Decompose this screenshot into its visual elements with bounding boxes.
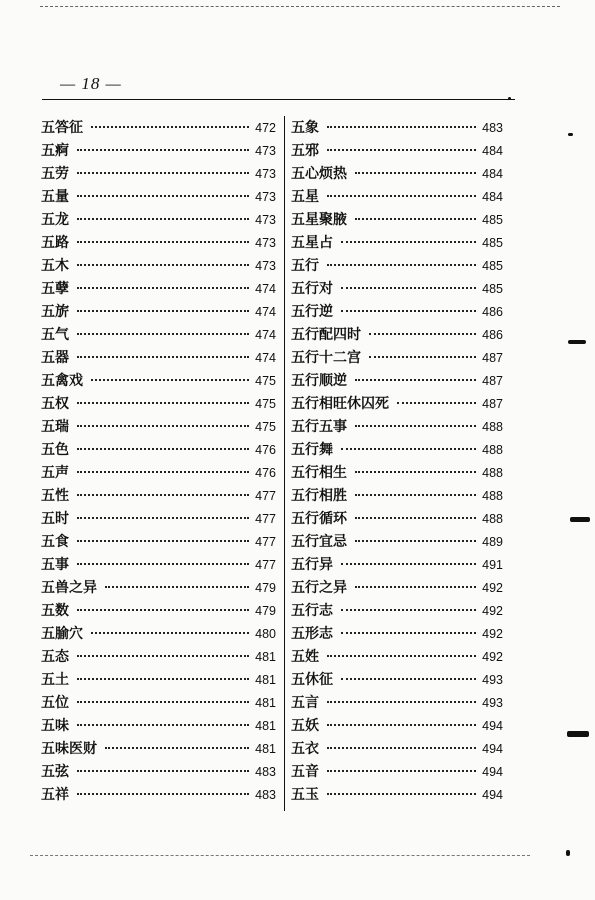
index-page-number: 489 xyxy=(482,535,503,549)
dot-leader xyxy=(355,425,476,427)
dot-leader xyxy=(355,379,476,381)
index-term: 五姓 xyxy=(291,649,319,665)
index-entry xyxy=(291,324,503,347)
index-entry xyxy=(41,692,276,715)
dot-leader xyxy=(77,241,249,243)
index-term: 五权 xyxy=(41,396,69,412)
index-page-number: 485 xyxy=(482,213,503,227)
index-entry xyxy=(291,761,503,784)
index-term: 五量 xyxy=(41,189,69,205)
index-term: 五土 xyxy=(41,672,69,688)
index-term: 五星聚腋 xyxy=(291,212,347,228)
index-page-number: 488 xyxy=(482,443,503,457)
dot-leader xyxy=(341,310,476,312)
index-term: 五行宜忌 xyxy=(291,534,347,550)
index-page-number: 473 xyxy=(255,167,276,181)
index-term: 五衣 xyxy=(291,741,319,757)
index-term: 五行 xyxy=(291,258,319,274)
index-term: 五瑞 xyxy=(41,419,69,435)
index-page-number: 494 xyxy=(482,719,503,733)
index-term: 五行舞 xyxy=(291,442,333,458)
dot-leader xyxy=(105,586,249,588)
index-page-number: 479 xyxy=(255,581,276,595)
index-page-number: 481 xyxy=(255,696,276,710)
header-rule xyxy=(42,99,515,100)
dot-leader xyxy=(77,701,249,703)
index-term: 五心烦热 xyxy=(291,166,347,182)
index-entry xyxy=(41,600,276,623)
index-page-number: 486 xyxy=(482,328,503,342)
index-page-number: 485 xyxy=(482,259,503,273)
index-term: 五弦 xyxy=(41,764,69,780)
index-entry xyxy=(291,163,503,186)
index-term: 五星占 xyxy=(291,235,333,251)
index-entry xyxy=(291,531,503,554)
index-term: 五性 xyxy=(41,488,69,504)
index-entry xyxy=(291,600,503,623)
index-term: 五位 xyxy=(41,695,69,711)
index-page-number: 488 xyxy=(482,466,503,480)
index-column-left xyxy=(41,117,276,807)
dot-leader xyxy=(327,264,476,266)
index-term: 五形志 xyxy=(291,626,333,642)
index-entry xyxy=(41,209,276,232)
index-page-number: 488 xyxy=(482,489,503,503)
index-entry xyxy=(41,646,276,669)
page-number: — 18 — xyxy=(60,74,122,93)
dot-leader xyxy=(341,678,476,680)
scan-mark xyxy=(567,731,589,737)
scan-mark xyxy=(508,97,511,100)
scan-edge-bottom xyxy=(30,855,530,856)
index-page-number: 484 xyxy=(482,190,503,204)
dot-leader xyxy=(77,425,249,427)
index-entry xyxy=(41,416,276,439)
index-term: 五行循环 xyxy=(291,511,347,527)
index-entry xyxy=(41,324,276,347)
index-term: 五行对 xyxy=(291,281,333,297)
dot-leader xyxy=(105,747,249,749)
index-entry xyxy=(41,301,276,324)
index-entry xyxy=(291,186,503,209)
index-page-number: 483 xyxy=(255,765,276,779)
index-page-number: 473 xyxy=(255,190,276,204)
index-entry xyxy=(291,669,503,692)
index-page-number: 481 xyxy=(255,650,276,664)
index-term: 五器 xyxy=(41,350,69,366)
scan-mark xyxy=(568,340,586,344)
index-page-number: 487 xyxy=(482,397,503,411)
dot-leader xyxy=(77,218,249,220)
dot-leader xyxy=(355,218,476,220)
index-page-number: 474 xyxy=(255,305,276,319)
index-page-number: 485 xyxy=(482,282,503,296)
dot-leader xyxy=(327,793,476,795)
dot-leader xyxy=(77,287,249,289)
index-page-number: 494 xyxy=(482,765,503,779)
dot-leader xyxy=(369,356,476,358)
index-term: 五行相生 xyxy=(291,465,347,481)
index-page-number: 473 xyxy=(255,144,276,158)
dot-leader xyxy=(369,333,476,335)
index-page-number: 476 xyxy=(255,443,276,457)
dot-leader xyxy=(341,448,476,450)
dot-leader xyxy=(77,563,249,565)
index-page-number: 485 xyxy=(482,236,503,250)
dot-leader xyxy=(327,126,476,128)
dot-leader xyxy=(341,632,476,634)
index-term: 五孽 xyxy=(41,281,69,297)
index-term: 五行异 xyxy=(291,557,333,573)
index-page-number: 493 xyxy=(482,696,503,710)
index-page-number: 486 xyxy=(482,305,503,319)
dot-leader xyxy=(77,448,249,450)
index-page-number: 477 xyxy=(255,512,276,526)
index-entry xyxy=(291,692,503,715)
dot-leader xyxy=(355,471,476,473)
index-page-number: 475 xyxy=(255,374,276,388)
scan-mark xyxy=(570,517,590,522)
index-term: 五食 xyxy=(41,534,69,550)
index-entry xyxy=(41,761,276,784)
index-term: 五邪 xyxy=(291,143,319,159)
dot-leader xyxy=(77,517,249,519)
index-entry xyxy=(41,462,276,485)
index-entry xyxy=(41,715,276,738)
dot-leader xyxy=(77,149,249,151)
index-column-right xyxy=(291,117,503,807)
index-page-number: 492 xyxy=(482,627,503,641)
index-term: 五音 xyxy=(291,764,319,780)
index-page-number: 494 xyxy=(482,788,503,802)
scan-mark xyxy=(566,850,570,856)
index-entry xyxy=(41,186,276,209)
index-page-number: 475 xyxy=(255,397,276,411)
scan-mark xyxy=(568,133,573,136)
index-term: 五行顺逆 xyxy=(291,373,347,389)
index-term: 五休征 xyxy=(291,672,333,688)
index-page-number: 474 xyxy=(255,282,276,296)
index-term: 五数 xyxy=(41,603,69,619)
index-page-number: 475 xyxy=(255,420,276,434)
index-page-number: 488 xyxy=(482,420,503,434)
dot-leader xyxy=(77,724,249,726)
index-term: 五路 xyxy=(41,235,69,251)
index-page-number: 477 xyxy=(255,489,276,503)
dot-leader xyxy=(327,770,476,772)
dot-leader xyxy=(77,356,249,358)
index-term: 五龙 xyxy=(41,212,69,228)
dot-leader xyxy=(77,655,249,657)
dot-leader xyxy=(355,540,476,542)
index-term: 五时 xyxy=(41,511,69,527)
scan-edge-top xyxy=(40,6,560,7)
index-entry xyxy=(291,370,503,393)
dot-leader xyxy=(77,770,249,772)
index-entry xyxy=(291,485,503,508)
index-entry xyxy=(41,393,276,416)
index-page-number: 473 xyxy=(255,236,276,250)
index-page-number: 491 xyxy=(482,558,503,572)
index-page-number: 487 xyxy=(482,374,503,388)
index-entry xyxy=(291,462,503,485)
index-term: 五态 xyxy=(41,649,69,665)
index-term: 五劳 xyxy=(41,166,69,182)
index-entry xyxy=(291,117,503,140)
dot-leader xyxy=(77,494,249,496)
index-page-number: 474 xyxy=(255,351,276,365)
index-entry xyxy=(41,577,276,600)
dot-leader xyxy=(77,793,249,795)
index-page-number: 488 xyxy=(482,512,503,526)
index-entry xyxy=(41,485,276,508)
index-page-number: 494 xyxy=(482,742,503,756)
index-entry xyxy=(41,784,276,807)
index-entry xyxy=(291,393,503,416)
index-entry xyxy=(41,531,276,554)
dot-leader xyxy=(327,747,476,749)
index-entry xyxy=(291,232,503,255)
index-entry xyxy=(291,140,503,163)
index-term: 五味 xyxy=(41,718,69,734)
index-entry xyxy=(41,623,276,646)
index-entry xyxy=(291,715,503,738)
index-entry xyxy=(41,140,276,163)
index-page-number: 492 xyxy=(482,650,503,664)
dot-leader xyxy=(355,517,476,519)
index-term: 五行逆 xyxy=(291,304,333,320)
index-term: 五旂 xyxy=(41,304,69,320)
index-entry xyxy=(291,577,503,600)
index-page-number: 481 xyxy=(255,742,276,756)
index-page-number: 484 xyxy=(482,144,503,158)
index-term: 五色 xyxy=(41,442,69,458)
index-term: 五祥 xyxy=(41,787,69,803)
index-term: 五声 xyxy=(41,465,69,481)
index-term: 五行五事 xyxy=(291,419,347,435)
index-page-number: 483 xyxy=(482,121,503,135)
dot-leader xyxy=(77,609,249,611)
index-entry xyxy=(291,508,503,531)
dot-leader xyxy=(77,310,249,312)
dot-leader xyxy=(77,540,249,542)
index-term: 五木 xyxy=(41,258,69,274)
index-term: 五行之异 xyxy=(291,580,347,596)
dot-leader xyxy=(341,563,476,565)
index-term: 五星 xyxy=(291,189,319,205)
index-page-number: 477 xyxy=(255,558,276,572)
index-page-number: 480 xyxy=(255,627,276,641)
index-entry xyxy=(291,623,503,646)
dot-leader xyxy=(355,172,476,174)
index-entry xyxy=(41,554,276,577)
index-page-number: 484 xyxy=(482,167,503,181)
index-entry xyxy=(41,738,276,761)
index-page-number: 481 xyxy=(255,673,276,687)
dot-leader xyxy=(91,379,249,381)
index-entry xyxy=(41,669,276,692)
index-entry xyxy=(41,232,276,255)
index-term: 五玉 xyxy=(291,787,319,803)
index-term: 五答征 xyxy=(41,120,83,136)
index-entry xyxy=(291,738,503,761)
index-entry xyxy=(291,209,503,232)
index-term: 五妖 xyxy=(291,718,319,734)
dot-leader xyxy=(355,494,476,496)
index-page-number: 473 xyxy=(255,213,276,227)
index-page-number: 493 xyxy=(482,673,503,687)
dot-leader xyxy=(327,149,476,151)
index-term: 五腧穴 xyxy=(41,626,83,642)
index-page-number: 492 xyxy=(482,581,503,595)
index-page-number: 481 xyxy=(255,719,276,733)
index-term: 五言 xyxy=(291,695,319,711)
column-divider xyxy=(284,116,285,811)
index-entry xyxy=(291,301,503,324)
index-term: 五气 xyxy=(41,327,69,343)
index-term: 五行相胜 xyxy=(291,488,347,504)
index-page-number: 492 xyxy=(482,604,503,618)
dot-leader xyxy=(77,172,249,174)
index-entry xyxy=(41,278,276,301)
index-term: 五痾 xyxy=(41,143,69,159)
index-entry xyxy=(291,784,503,807)
index-term: 五象 xyxy=(291,120,319,136)
index-entry xyxy=(41,508,276,531)
index-entry xyxy=(41,439,276,462)
dot-leader xyxy=(327,701,476,703)
dot-leader xyxy=(77,333,249,335)
index-entry xyxy=(291,416,503,439)
index-term: 五禽戏 xyxy=(41,373,83,389)
dot-leader xyxy=(341,241,476,243)
dot-leader xyxy=(91,126,249,128)
dot-leader xyxy=(91,632,249,634)
index-page-number: 473 xyxy=(255,259,276,273)
index-entry xyxy=(291,646,503,669)
index-page-number: 479 xyxy=(255,604,276,618)
index-term: 五行志 xyxy=(291,603,333,619)
index-entry xyxy=(41,255,276,278)
index-entry xyxy=(291,439,503,462)
dot-leader xyxy=(327,655,476,657)
index-entry xyxy=(291,278,503,301)
index-entry xyxy=(41,347,276,370)
index-page-number: 487 xyxy=(482,351,503,365)
dot-leader xyxy=(397,402,476,404)
dot-leader xyxy=(327,195,476,197)
dot-leader xyxy=(77,402,249,404)
index-term: 五事 xyxy=(41,557,69,573)
dot-leader xyxy=(355,586,476,588)
index-term: 五行相旺休囚死 xyxy=(291,396,389,412)
index-entry xyxy=(41,117,276,140)
dot-leader xyxy=(77,264,249,266)
dot-leader xyxy=(327,724,476,726)
index-page-number: 474 xyxy=(255,328,276,342)
index-page-number: 476 xyxy=(255,466,276,480)
index-term: 五味医财 xyxy=(41,741,97,757)
index-entry xyxy=(291,554,503,577)
index-page-number: 483 xyxy=(255,788,276,802)
index-entry xyxy=(41,370,276,393)
dot-leader xyxy=(77,471,249,473)
index-term: 五行配四时 xyxy=(291,327,361,343)
index-entry xyxy=(41,163,276,186)
dot-leader xyxy=(77,195,249,197)
dot-leader xyxy=(341,609,476,611)
dot-leader xyxy=(77,678,249,680)
index-term: 五兽之异 xyxy=(41,580,97,596)
index-term: 五行十二宫 xyxy=(291,350,361,366)
index-entry xyxy=(291,255,503,278)
index-entry xyxy=(291,347,503,370)
dot-leader xyxy=(341,287,476,289)
index-page-number: 472 xyxy=(255,121,276,135)
index-page-number: 477 xyxy=(255,535,276,549)
